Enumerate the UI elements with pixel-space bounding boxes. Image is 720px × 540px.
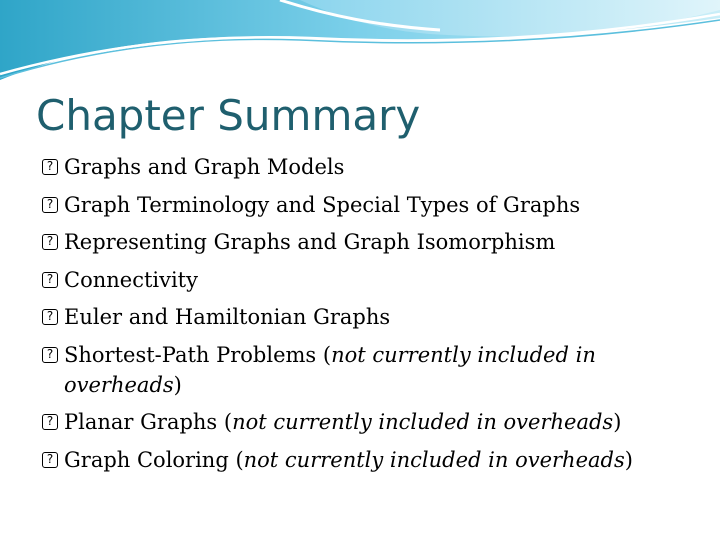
list-item xyxy=(42,227,682,257)
list-item xyxy=(42,190,682,220)
bullet-text: Graphs and Graph Models xyxy=(64,155,345,179)
bullet-note: not currently included in overheads xyxy=(232,410,614,434)
bullet-text-close: ) xyxy=(173,372,182,397)
bullet-marker-icon: ? xyxy=(42,309,58,325)
bullet-text: Shortest-Path Problems ( xyxy=(64,342,332,367)
list-item xyxy=(42,445,682,475)
bullet-marker-icon: ? xyxy=(42,159,58,175)
bullet-marker-icon: ? xyxy=(42,234,58,250)
bullet-text: Representing Graphs and Graph Isomorphism xyxy=(64,230,556,254)
bullet-text: Graph Coloring ( xyxy=(64,447,244,472)
bullet-marker-icon: ? xyxy=(42,272,58,288)
bullet-marker-icon: ? xyxy=(42,452,58,468)
list-item xyxy=(42,340,682,400)
bullet-list xyxy=(42,152,682,482)
slide-title: Chapter Summary xyxy=(36,91,421,140)
bullet-text: Planar Graphs ( xyxy=(64,410,233,434)
list-item xyxy=(42,302,682,332)
bullet-marker-icon: ? xyxy=(42,347,58,363)
bullet-text: Euler and Hamiltonian Graphs xyxy=(64,305,391,329)
list-item xyxy=(42,407,682,437)
bullet-text: Graph Terminology and Special Types of Graphs xyxy=(64,192,581,217)
bullet-text-close: ) xyxy=(613,410,622,434)
bullet-note: not currently included in overheads xyxy=(64,342,596,397)
bullet-marker-icon: ? xyxy=(42,414,58,430)
bullet-marker-icon: ? xyxy=(42,197,58,213)
bullet-note: not currently included in overheads xyxy=(243,447,625,472)
header-wave-decoration xyxy=(0,0,720,90)
list-item xyxy=(42,265,682,295)
bullet-text: Connectivity xyxy=(64,267,198,292)
bullet-text-close: ) xyxy=(624,447,633,472)
list-item xyxy=(42,152,682,182)
